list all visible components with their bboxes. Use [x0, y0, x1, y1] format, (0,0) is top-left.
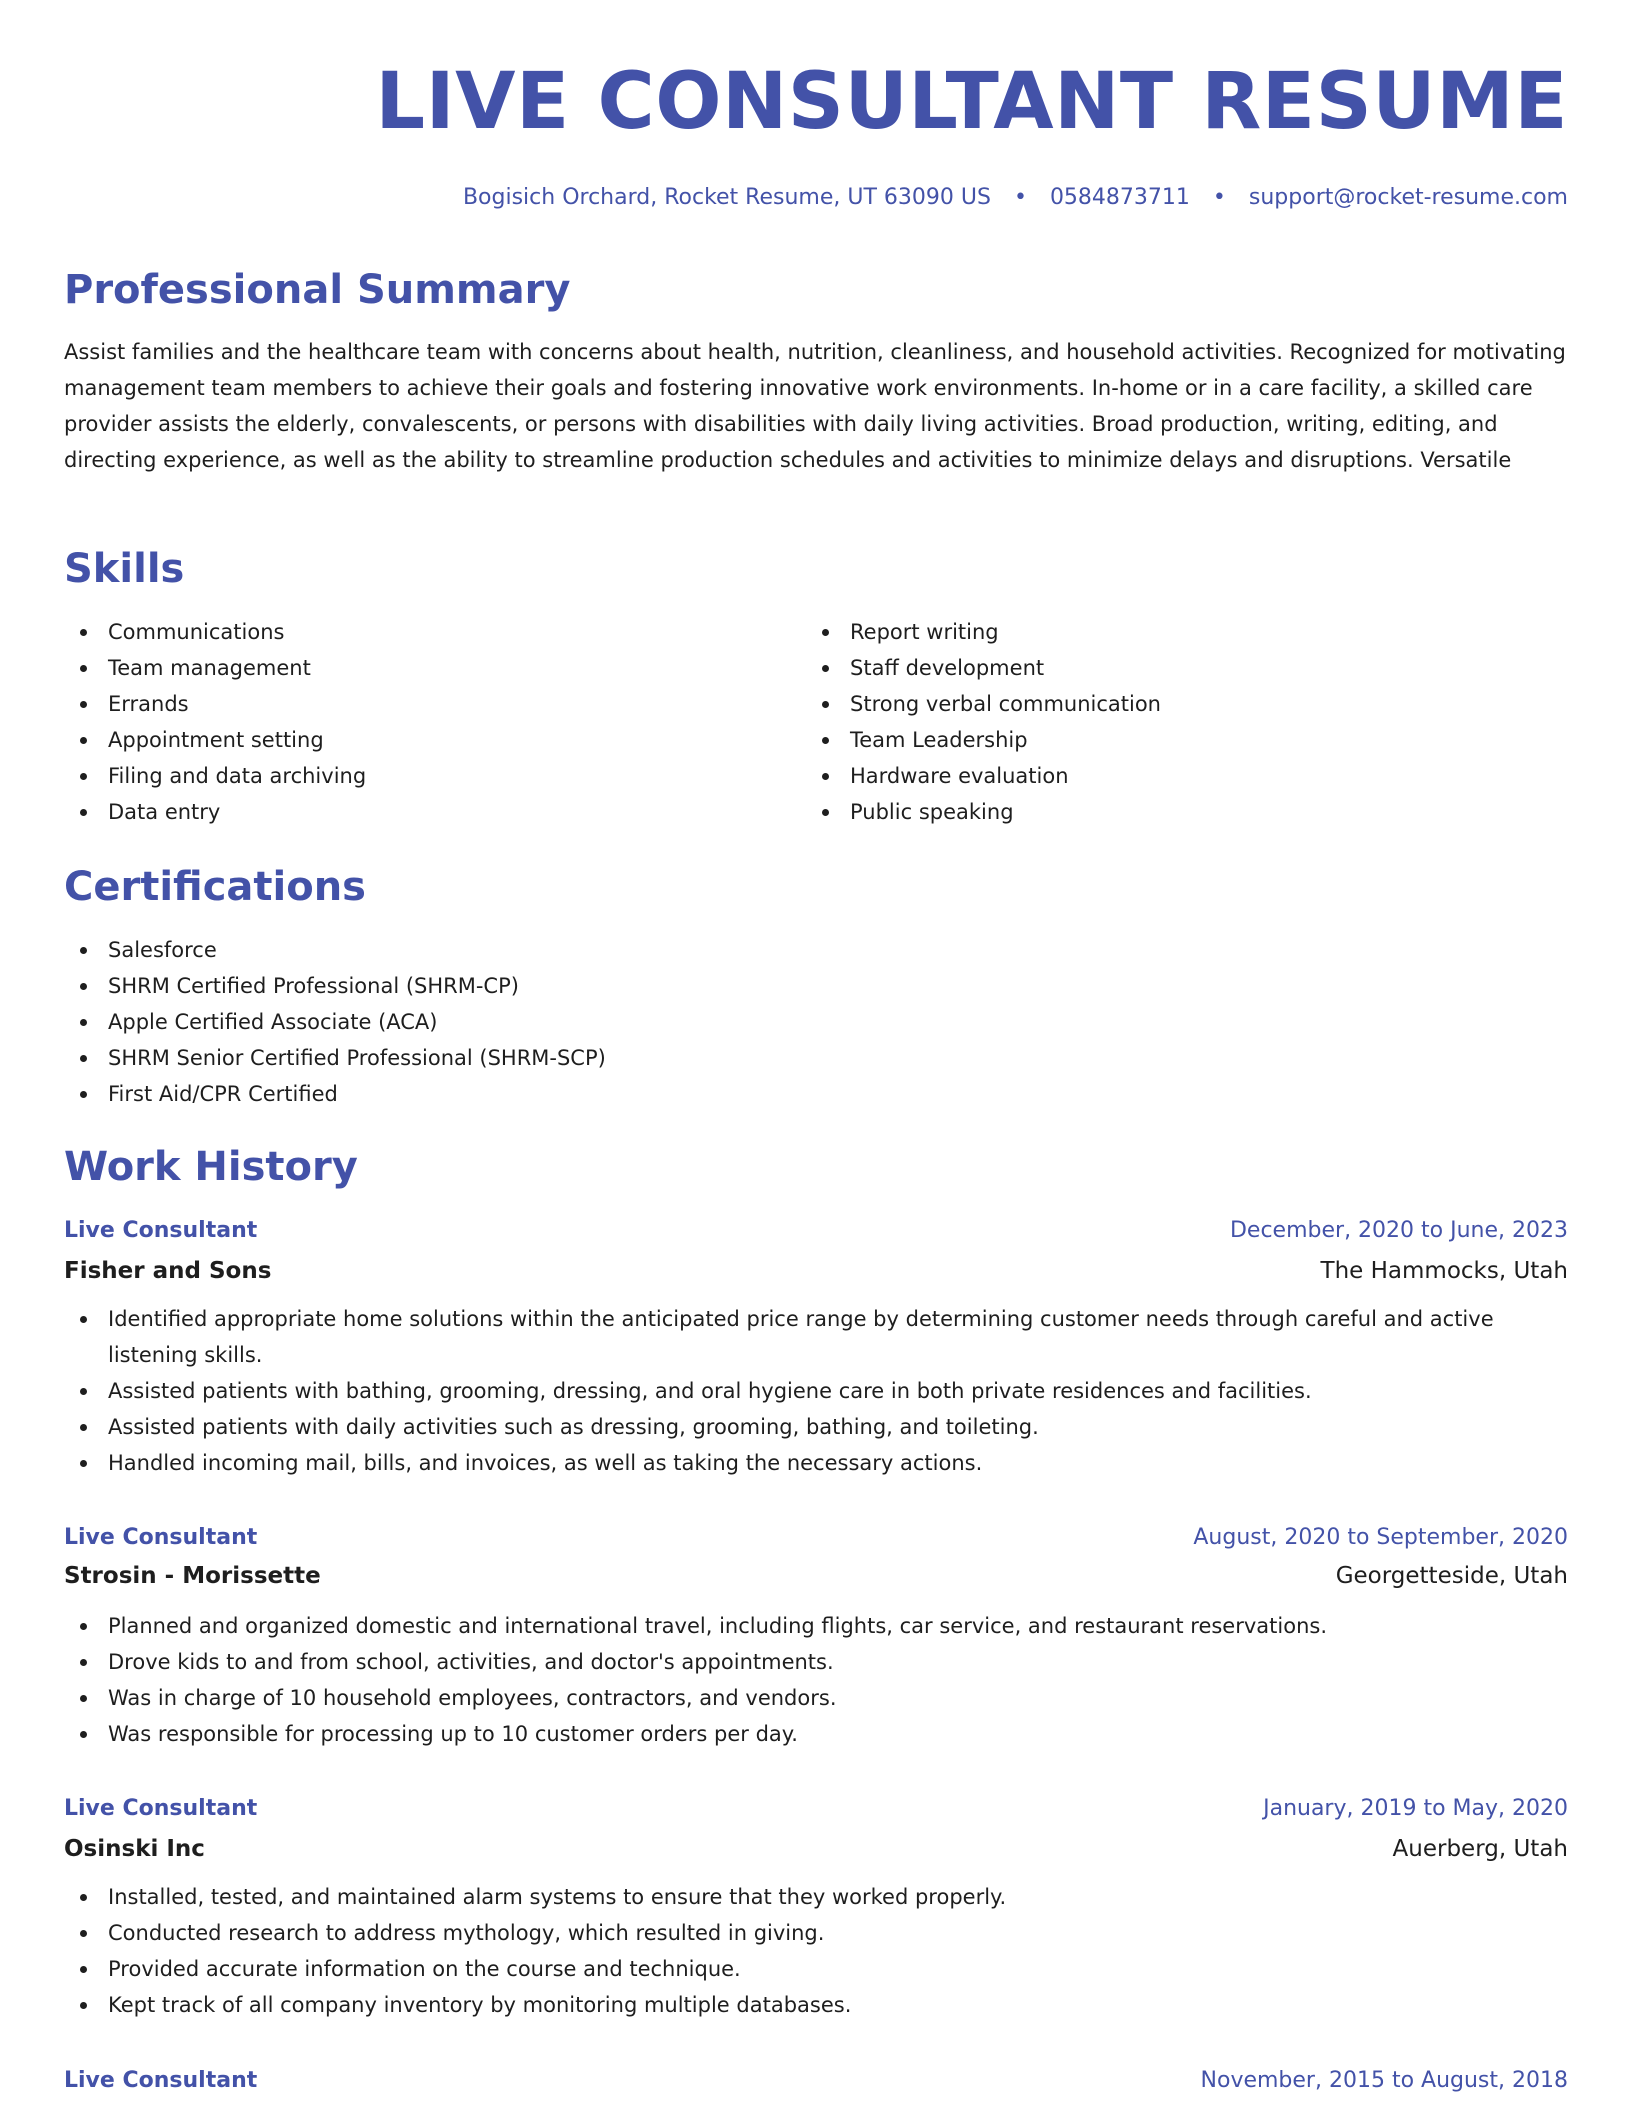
contact-line [463, 183, 1568, 213]
job-bullets [64, 1301, 1534, 1481]
job-company: Osinski Inc [64, 1836, 205, 1862]
job-header-row [64, 2063, 1568, 2099]
job-bullets [64, 1608, 1534, 1752]
job-bullets [64, 1879, 1534, 2023]
job-company-row [64, 1558, 1568, 1594]
summary-text: Assist families and the healthcare team with concerns about health, nutrition, cleanliness, and household activities. Recognized for motivating management team members to achieve their goals and fostering innovative work environments. In-home or in a care facility, a skilled care provider assists the elderly, convalescents, or persons with disabilities with daily living activities. Broad production, writing, editing, and directing experience, as well as the ability to streamline production schedules and activities to minimize delays and disruptions. Versatile [64, 340, 1566, 472]
contact-phone: 0584873711 [1049, 185, 1190, 210]
job-bullet: Was in charge of 10 household employees, contractors, and vendors. [64, 1680, 1534, 1716]
job-bullet: Assisted patients with bathing, grooming, dressing, and oral hygiene care in both private residences and facilities. [64, 1373, 1534, 1409]
skill-item: Team management [64, 650, 806, 686]
job-header-row [64, 1791, 1568, 1827]
job-header-row [64, 1213, 1568, 1249]
job-company: Fisher and Sons [64, 1258, 272, 1284]
job-location: Auerberg, Utah [1392, 1836, 1568, 1862]
skills-heading: Skills [64, 546, 185, 592]
job-bullet: Planned and organized domestic and international travel, including flights, car service, and restaurant reservations. [64, 1608, 1534, 1644]
certification-item: Salesforce [64, 932, 1568, 968]
job-dates: November, 2015 to August, 2018 [1200, 2068, 1568, 2093]
skills-left-column [64, 614, 806, 830]
contact-separator: • [1212, 185, 1226, 210]
job-bullet: Assisted patients with daily activities such as dressing, grooming, bathing, and toileting. [64, 1409, 1534, 1445]
skill-item: Communications [64, 614, 806, 650]
skill-item: Appointment setting [64, 722, 806, 758]
job-header-row [64, 1520, 1568, 1556]
skill-item: Team Leadership [806, 722, 1548, 758]
certification-item: SHRM Senior Certified Professional (SHRM-SCP) [64, 1040, 1568, 1076]
job-title: Live Consultant [64, 1796, 258, 1821]
job-bullet: Installed, tested, and maintained alarm systems to ensure that they worked properly. [64, 1879, 1534, 1915]
skills-right-column [806, 614, 1548, 830]
job-entry [64, 1791, 1568, 2023]
skill-item: Strong verbal communication [806, 686, 1548, 722]
job-location: Georgetteside, Utah [1335, 1563, 1568, 1589]
job-company: Strosin - Morissette [64, 1563, 321, 1589]
skills-list [64, 614, 1568, 830]
job-entry [64, 2063, 1568, 2099]
certifications-heading: Certifications [64, 864, 366, 910]
skill-item: Report writing [806, 614, 1548, 650]
skill-item: Public speaking [806, 794, 1548, 830]
job-title: Live Consultant [64, 2068, 258, 2093]
certification-item: First Aid/CPR Certified [64, 1076, 1568, 1112]
certification-item: SHRM Certified Professional (SHRM-CP) [64, 968, 1568, 1004]
job-bullet: Identified appropriate home solutions within the anticipated price range by determining customer needs through careful and active listening skills. [64, 1301, 1534, 1373]
job-bullet: Was responsible for processing up to 10 customer orders per day. [64, 1716, 1534, 1752]
skill-item: Data entry [64, 794, 806, 830]
job-dates: January, 2019 to May, 2020 [1263, 1796, 1568, 1821]
job-company-row [64, 1831, 1568, 1867]
summary-heading: Professional Summary [64, 267, 571, 313]
job-bullet: Provided accurate information on the course and technique. [64, 1951, 1534, 1987]
job-entry [64, 1520, 1568, 1752]
skill-item: Errands [64, 686, 806, 722]
job-title: Live Consultant [64, 1218, 258, 1243]
work-history-heading: Work History [64, 1144, 358, 1190]
skill-item: Filing and data archiving [64, 758, 806, 794]
contact-address: Bogisich Orchard, Rocket Resume, UT 63090 US [462, 185, 991, 210]
skill-item: Staff development [806, 650, 1548, 686]
resume-title: LIVE CONSULTANT RESUME [375, 57, 1568, 147]
job-bullet: Conducted research to address mythology, which resulted in giving. [64, 1915, 1534, 1951]
job-title: Live Consultant [64, 1525, 258, 1550]
contact-separator: • [1013, 185, 1027, 210]
job-dates: December, 2020 to June, 2023 [1229, 1218, 1568, 1243]
skill-item: Hardware evaluation [806, 758, 1548, 794]
job-company-row [64, 1253, 1568, 1289]
job-bullet: Drove kids to and from school, activities, and doctor's appointments. [64, 1644, 1534, 1680]
job-bullet: Kept track of all company inventory by monitoring multiple databases. [64, 1987, 1534, 2023]
certification-item: Apple Certified Associate (ACA) [64, 1004, 1568, 1040]
job-bullet: Handled incoming mail, bills, and invoices, as well as taking the necessary actions. [64, 1445, 1534, 1481]
job-location: The Hammocks, Utah [1320, 1258, 1568, 1284]
job-dates: August, 2020 to September, 2020 [1193, 1525, 1568, 1550]
certifications-list [64, 932, 1568, 1112]
job-entry [64, 1213, 1568, 1481]
contact-email: support@rocket-resume.com [1248, 185, 1568, 210]
